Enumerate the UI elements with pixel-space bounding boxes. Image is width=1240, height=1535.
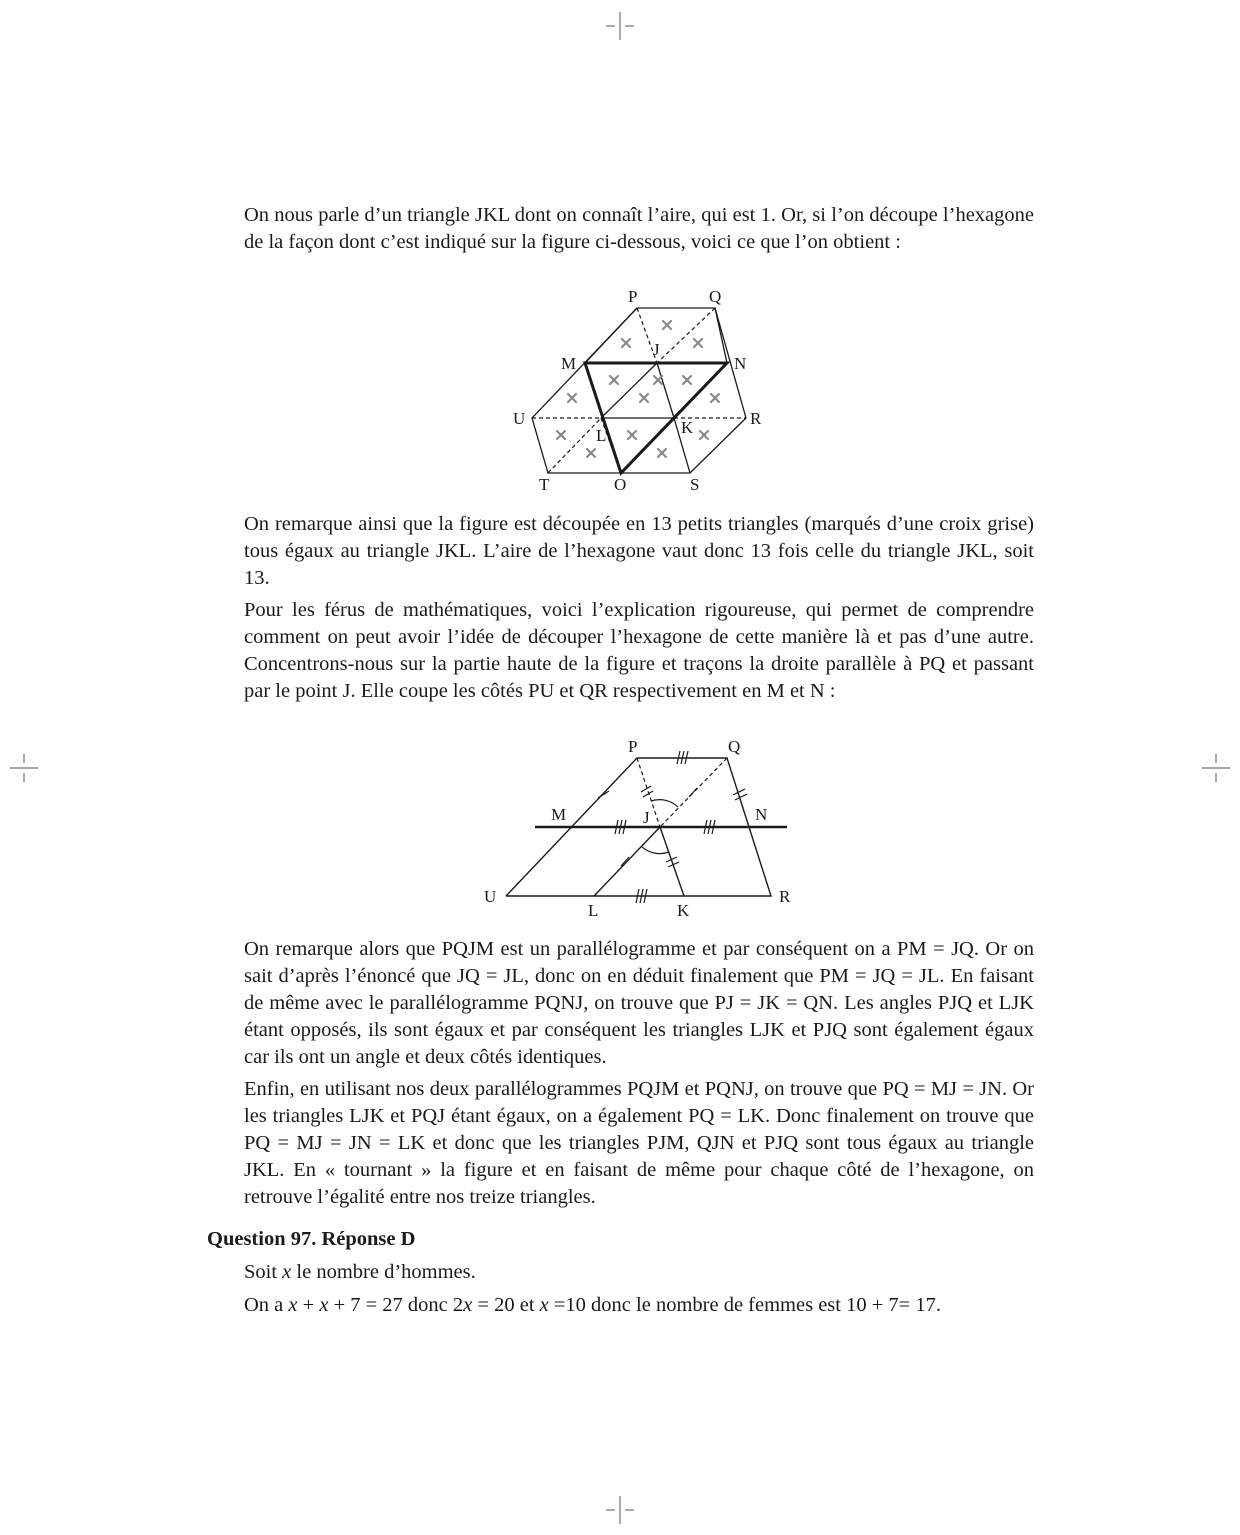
angle-PJQ-arc: [651, 800, 678, 807]
label-P: P: [628, 287, 638, 306]
label-N: N: [755, 805, 768, 824]
label-L: L: [588, 901, 599, 920]
question-heading: Question 97. Réponse D: [207, 1228, 416, 1250]
figure-trapezoid: [480, 732, 800, 927]
label-K: K: [681, 418, 694, 437]
label-R: R: [779, 887, 791, 906]
label-T: T: [539, 475, 550, 494]
label-L: L: [596, 426, 607, 445]
label-K: K: [677, 901, 690, 920]
paragraph-explanation: Pour les férus de mathématiques, voici l’explication rigoureuse, qui permet de comprendre comment on peut avoir l’idée de découper l’hexagone de cette manière là et pas d’une autre. Concentrons-nous sur la partie haute de la figure et traçons la droite parallèle à PQ et passant par le point J. Elle coupe les côtés PU et QR respectivement en M et N :: [244, 599, 1034, 702]
label-J: J: [643, 808, 650, 827]
label-Q: Q: [709, 287, 722, 306]
crop-mark-right: [1202, 754, 1230, 782]
paragraph-remark-13-triangles: On remarque ainsi que la figure est découpée en 13 petits triangles (marqués d’une croix grise) tous égaux au triangle JKL. L’aire de l’hexagone vaut donc 13 fois celle du triangle JKL, soit 13.: [244, 513, 1034, 589]
label-R: R: [750, 409, 762, 428]
paragraph-parallelogram: On remarque alors que PQJM est un parallélogramme et par conséquent on a PM = JQ. Or on sait d’après l’énoncé que JQ = JL, donc on en déduit finalement que PM = JQ = JL. En faisant de même avec le parallélogramme PQNJ, on trouve que PJ = JK = QN. Les angles PJQ et LJK étant opposés, ils sont égaux et par conséquent les triangles LJK et PJQ sont également égaux car ils ont un angle et deux côtés identiques.: [244, 938, 1034, 1068]
label-N: N: [734, 354, 747, 373]
cross-marks: [557, 321, 719, 457]
label-Q: Q: [728, 737, 741, 756]
label-M: M: [551, 805, 567, 824]
label-P: P: [628, 737, 638, 756]
label-M: M: [561, 354, 577, 373]
label-U: U: [513, 409, 526, 428]
crop-mark-bottom: [606, 1496, 634, 1524]
angle-LJK-arc: [641, 846, 669, 854]
label-U: U: [484, 887, 497, 906]
label-O: O: [614, 475, 627, 494]
question-line-1: Soit x le nombre d’hommes.: [244, 1261, 476, 1283]
crop-mark-left: [10, 754, 38, 782]
figure-hexagon: [500, 284, 780, 501]
paragraph-intro: On nous parle d’un triangle JKL dont on connaît l’aire, qui est 1. Or, si l’on découpe l’hexagone de la façon dont c’est indiqué sur la figure ci-dessous, voici ce que l’on obtient :: [244, 204, 1034, 253]
label-S: S: [690, 475, 700, 494]
label-J: J: [653, 340, 660, 359]
paragraph-conclusion: Enfin, en utilisant nos deux parallélogrammes PQJM et PQNJ, on trouve que PQ = MJ = JN. Or les triangles LJK et PQJ étant égaux, on a également PQ = LK. Donc finalement on trouve que PQ = MJ = JN = LK et donc que les triangles PJM, QJN et PJQ sont tous égaux au triangle JKL. En « tournant » la figure et en faisant de même pour chaque côté de l’hexagone, on retrouve l’égalité entre nos treize triangles.: [244, 1078, 1034, 1208]
crop-mark-top: [606, 12, 634, 40]
question-line-2: On a x + x + 7 = 27 donc 2x = 20 et x =10 donc le nombre de femmes est 10 + 7= 17.: [244, 1294, 941, 1316]
